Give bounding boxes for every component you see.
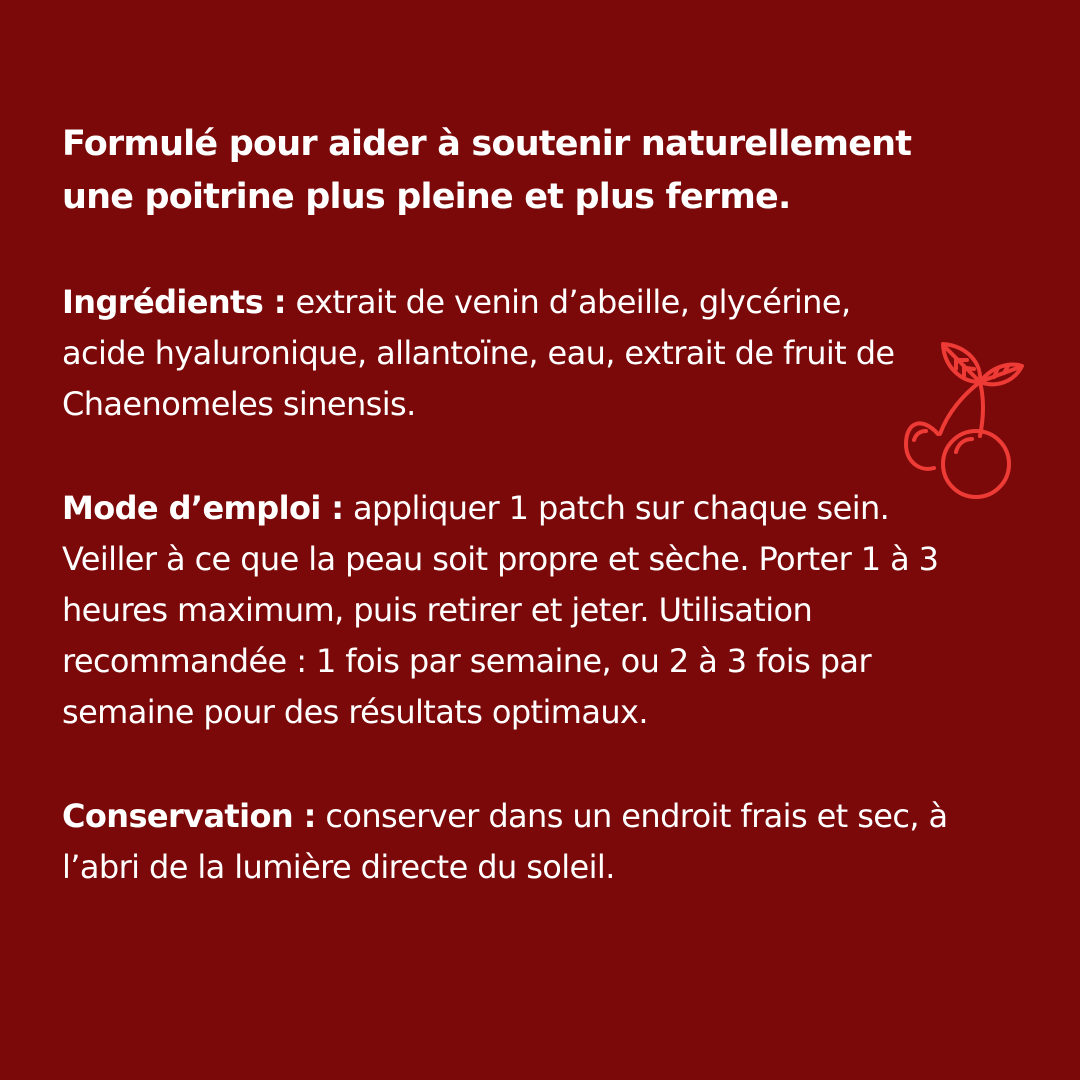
- storage-label: Conservation :: [62, 797, 316, 835]
- headline-line-2: une poitrine plus pleine et plus ferme.: [62, 177, 791, 217]
- directions-text: appliquer 1 patch sur chaque sein. Veiller à ce que la peau soit propre et sèche. Porter 1 à 3 heures maximum, puis retirer et jeter. Utilisation recommandée : 1 fois par semaine, ou 2 à 3 fois par semaine pour des résultats optimaux.: [62, 489, 939, 731]
- storage-section: [62, 791, 962, 893]
- directions-section: [62, 483, 942, 738]
- cherry-icon: [898, 336, 1026, 502]
- ingredients-section: [62, 277, 922, 430]
- headline: [62, 118, 962, 224]
- content-block: [62, 118, 962, 893]
- headline-line-1: Formulé pour aider à soutenir naturellement: [62, 124, 912, 164]
- ingredients-label: Ingrédients :: [62, 283, 286, 321]
- ingredients-text: extrait de venin d’abeille, glycérine, acide hyaluronique, allantoïne, eau, extrait de fruit de Chaenomeles sinensis.: [62, 283, 895, 423]
- directions-label: Mode d’emploi :: [62, 489, 344, 527]
- storage-text: conserver dans un endroit frais et sec, à l’abri de la lumière directe du soleil.: [62, 797, 948, 886]
